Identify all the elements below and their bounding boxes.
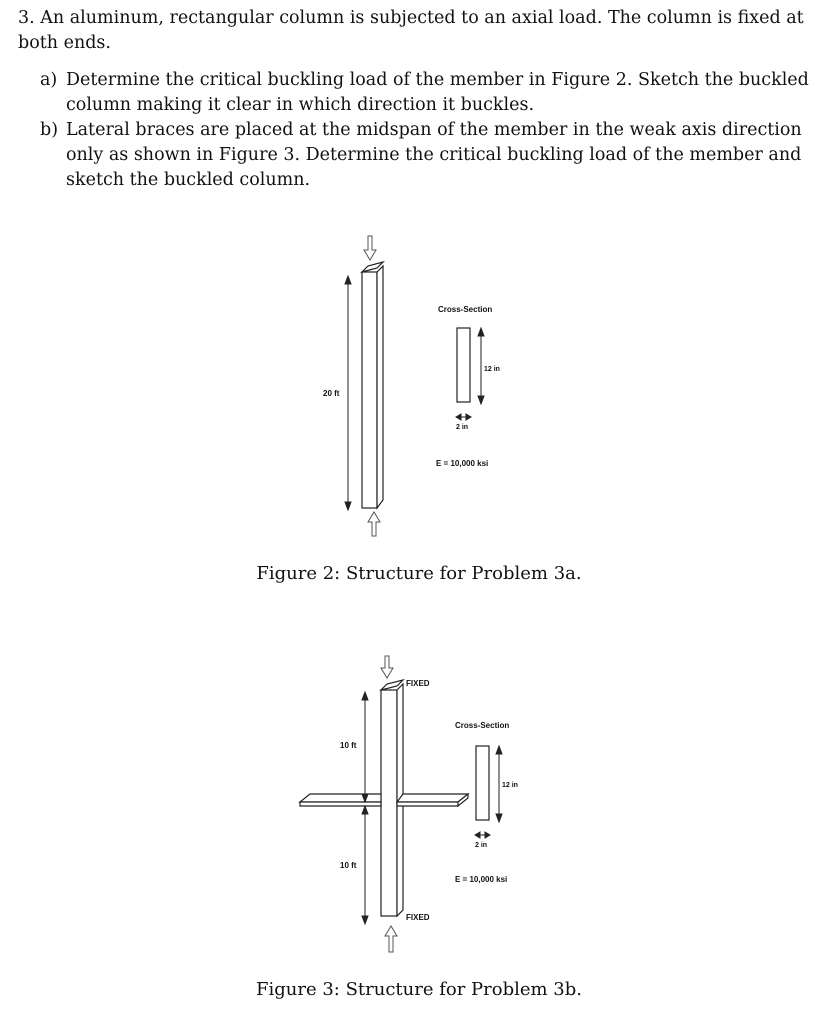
- fig2-top-load-arrow: [364, 236, 376, 260]
- fig2-cross-section-title: Cross-Section: [438, 305, 493, 314]
- figure-2-caption: Figure 2: Structure for Problem 3a.: [256, 563, 582, 584]
- fig3-width-dimension: [475, 832, 490, 838]
- problem-intro-text: An aluminum, rectangular column is subjected to an axial load. The column is fixed at both ends.: [18, 8, 804, 53]
- figure-3-caption: Figure 3: Structure for Problem 3b.: [255, 979, 583, 1000]
- fig2-width-dimension: [456, 414, 471, 420]
- fig3-lower-length-dimension: [362, 806, 368, 924]
- fig3-lower-length-label: 10 ft: [340, 861, 357, 870]
- part-a: [18, 68, 818, 118]
- part-a-text: Determine the critical buckling load of the member in Figure 2. Sketch the buckled column making it clear in which direction it buckles.: [66, 70, 809, 115]
- problem-statement: [18, 6, 818, 193]
- fig2-bottom-load-arrow: [368, 512, 380, 536]
- fig3-depth-label: 12 in: [502, 782, 518, 789]
- figure-3-diagram: [0, 644, 838, 964]
- fig2-cross-section: [457, 328, 470, 402]
- fig3-cross-section-title: Cross-Section: [455, 721, 510, 730]
- fig2-length-dimension: [345, 276, 351, 510]
- part-a-label: a): [40, 70, 58, 90]
- problem-parts: [18, 68, 818, 193]
- fig2-width-label: 2 in: [456, 424, 469, 431]
- fig3-top-load-arrow: [381, 656, 393, 678]
- fig2-length-label: 20 ft: [323, 389, 340, 398]
- fig3-bottom-support-label: FIXED: [406, 913, 430, 922]
- fig3-width-label: 2 in: [475, 842, 488, 849]
- fig2-modulus-label: E = 10,000 ksi: [436, 459, 489, 468]
- fig3-top-support-label: FIXED: [406, 679, 430, 688]
- fig3-modulus-label: E = 10,000 ksi: [455, 875, 508, 884]
- part-b: [18, 118, 818, 193]
- fig3-upper-length-label: 10 ft: [340, 741, 357, 750]
- fig2-column: [362, 262, 383, 508]
- problem-intro: [18, 6, 818, 56]
- figure-2-diagram: [0, 228, 838, 548]
- part-b-label: b): [40, 120, 59, 140]
- problem-number: 3.: [18, 8, 35, 28]
- fig2-depth-label: 12 in: [484, 366, 500, 373]
- fig3-upper-length-dimension: [362, 692, 368, 802]
- fig3-bottom-load-arrow: [385, 926, 397, 952]
- fig3-cross-section: [476, 746, 489, 820]
- part-b-text: Lateral braces are placed at the midspan of the member in the weak axis direction only as shown in Figure 3. Determine the critical buckling load of the member and sketch the buckled column.: [66, 120, 802, 190]
